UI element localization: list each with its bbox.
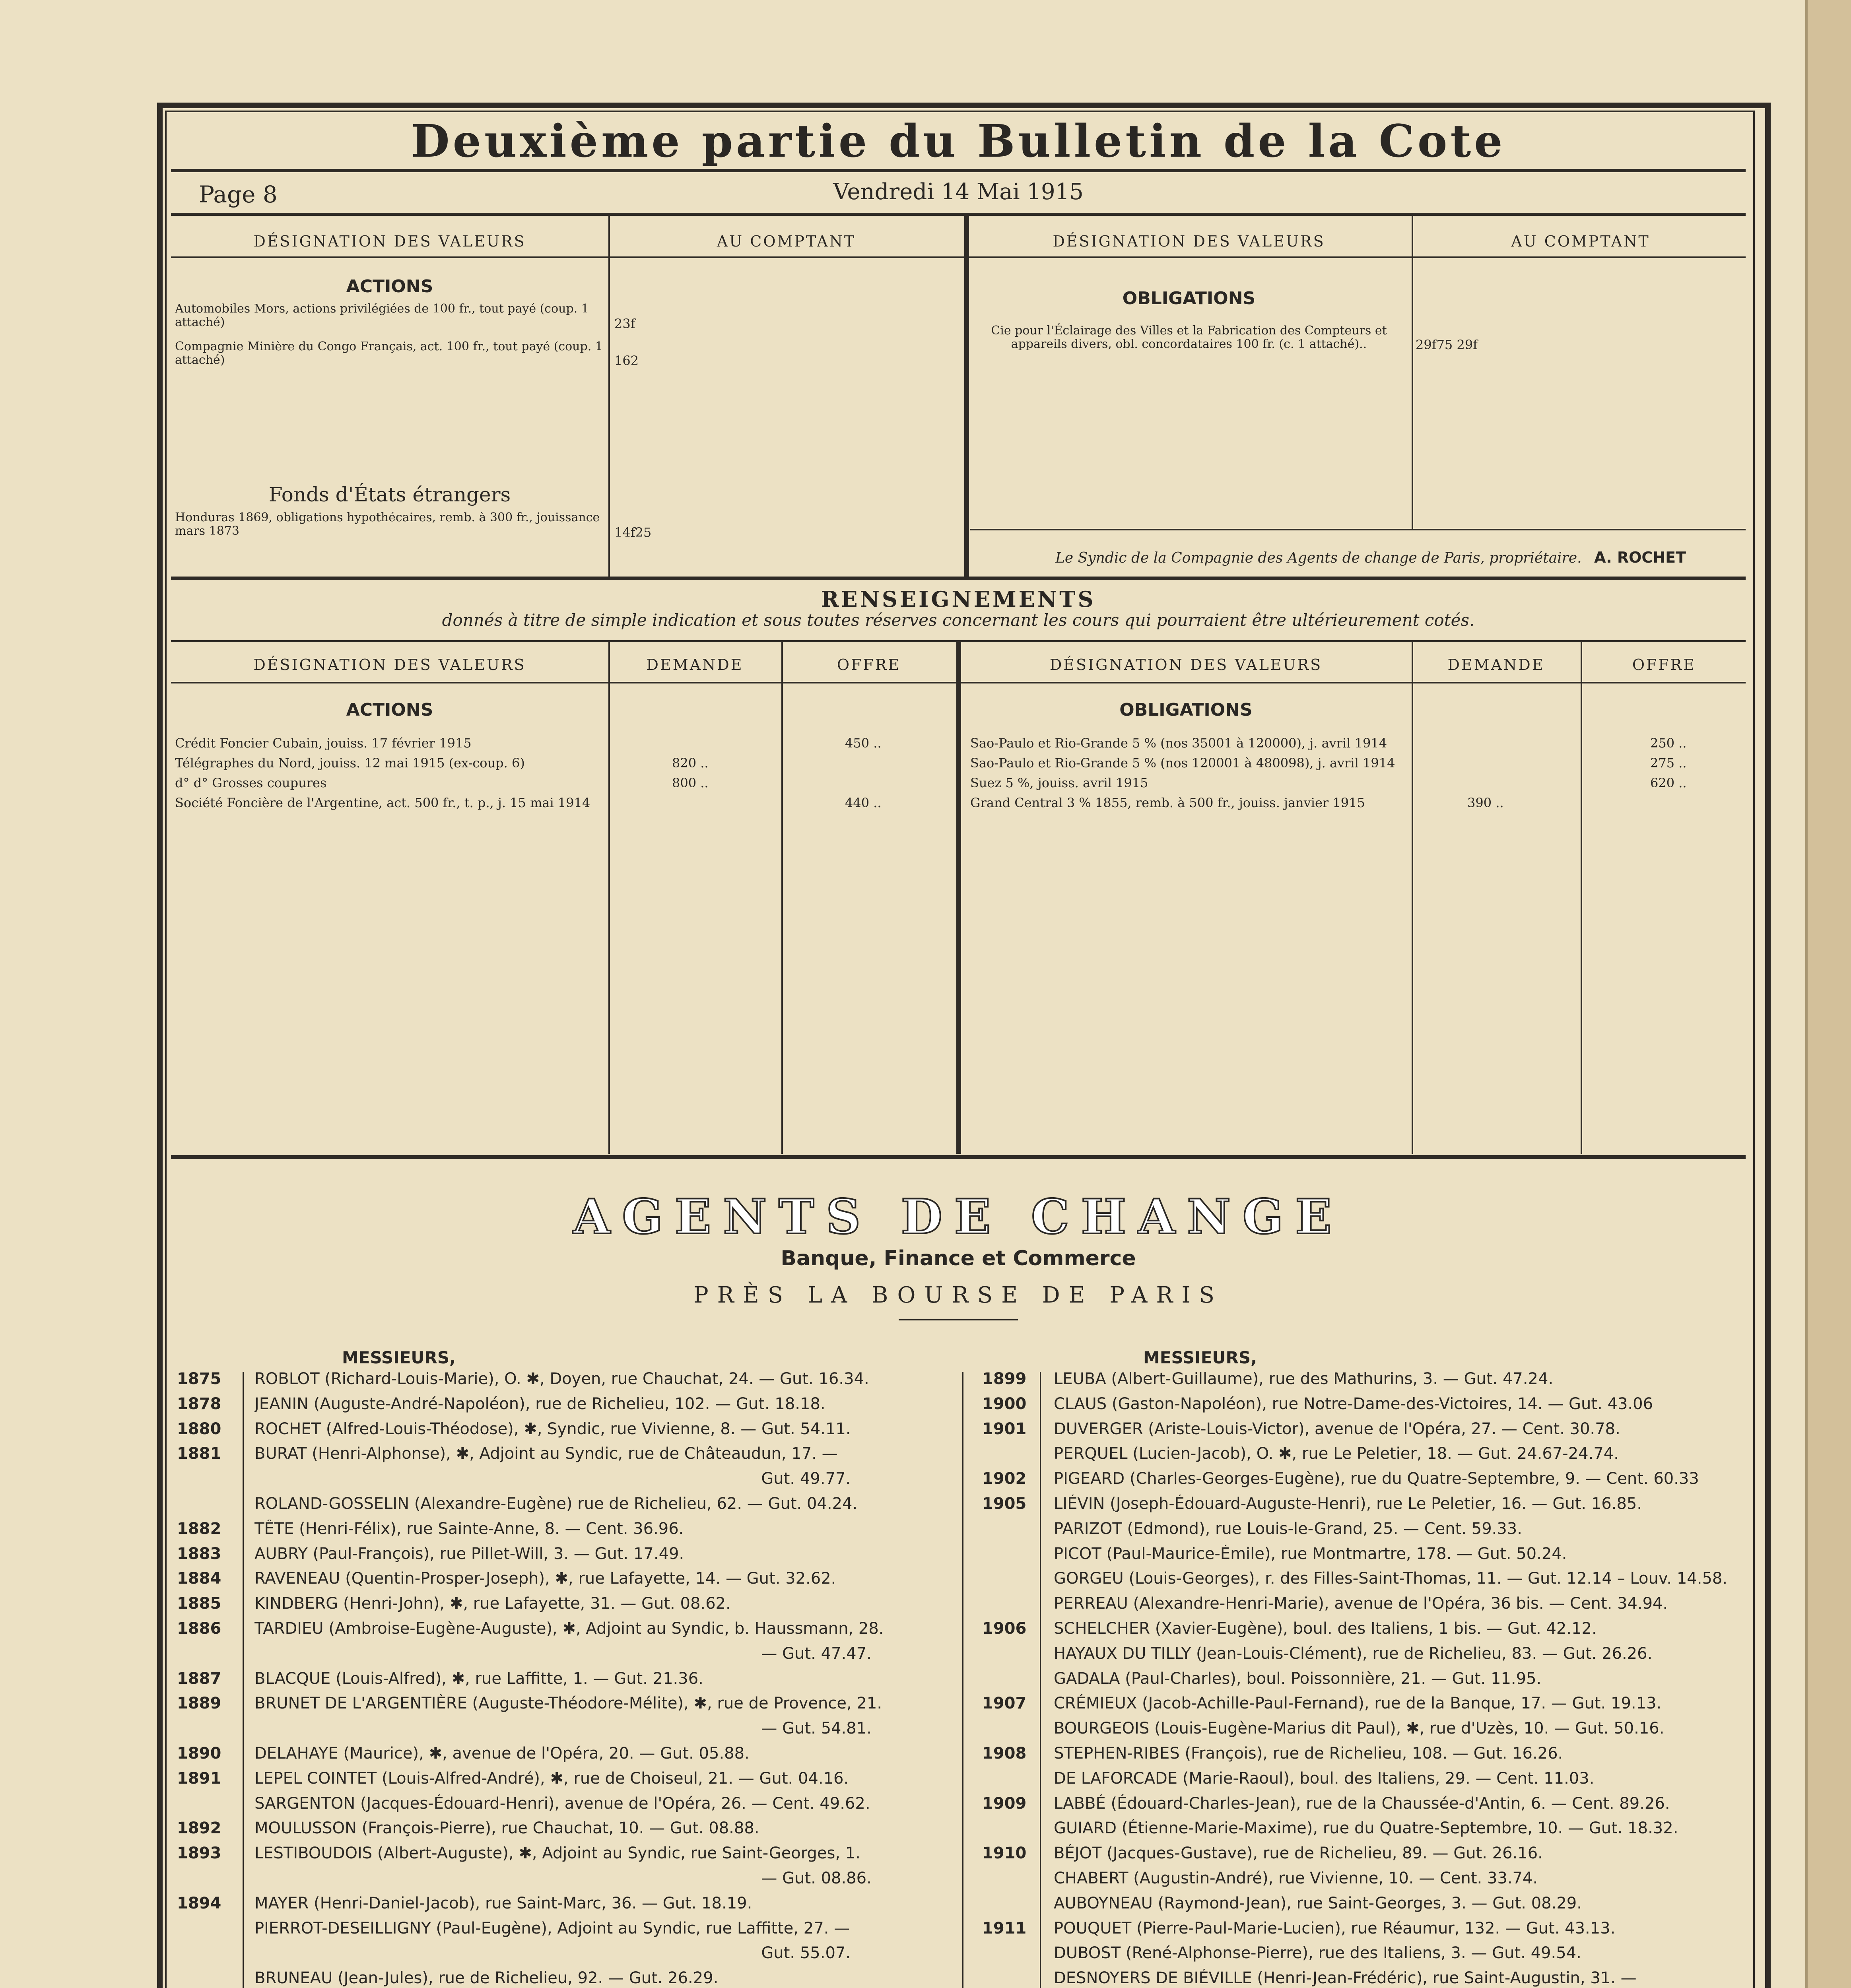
column-rule — [608, 641, 610, 1154]
cote-fonds-name: Honduras 1869, obligations hypothécaires, remb. à 300 fr., jouissance mars 1873 — [175, 511, 600, 538]
agent-year: 1880 — [177, 1419, 221, 1438]
column-rule — [1581, 641, 1582, 1154]
divider — [171, 169, 1746, 172]
syndic-text: Le Syndic de la Compagnie des Agents de change de Paris, propriétaire. — [1055, 550, 1582, 566]
agent-year: 1881 — [177, 1444, 221, 1463]
divider — [970, 529, 1746, 530]
agent-entry: AUBOYNEAU (Raymond-Jean), rue Saint-Georges, 3. — Gut. 08.29. — [1054, 1894, 1582, 1912]
agent-year: 1905 — [982, 1495, 1027, 1513]
divider — [171, 577, 1746, 580]
agent-entry: CLAUS (Gaston-Napoléon), rue Notre-Dame-des-Victoires, 14. — Gut. 43.06 — [1054, 1394, 1653, 1413]
agent-entry: BÉJOT (Jacques-Gustave), rue de Richelieu, 89. — Gut. 26.16. — [1054, 1844, 1543, 1863]
section-fonds: Fonds d'États étrangers — [268, 483, 511, 506]
adjacent-page-edge — [1805, 0, 1851, 1988]
agent-entry: PERREAU (Alexandre-Henri-Marie), avenue de l'Opéra, 36 bis. — Cent. 34.94. — [1054, 1594, 1668, 1613]
agent-entry: LESTIBOUDOIS (Albert-Auguste), ✱, Adjoint au Syndic, rue Saint-Georges, 1. — [254, 1844, 860, 1863]
col-head-offre: OFFRE — [1632, 656, 1696, 674]
rens-obligation-name: Sao-Paulo et Rio-Grande 5 % (nos 35001 à 120000), j. avril 1914 — [970, 736, 1387, 751]
agent-entry: TÊTE (Henri-Félix), rue Sainte-Anne, 8. — Cent. 36.96. — [254, 1519, 684, 1538]
agent-entry: CRÉMIEUX (Jacob-Achille-Paul-Fernand), rue de la Banque, 17. — Gut. 19.13. — [1054, 1694, 1662, 1713]
agent-entry: DUVERGER (Ariste-Louis-Victor), avenue de l'Opéra, 27. — Cent. 30.78. — [1054, 1419, 1620, 1438]
agents-subtitle2: PRÈS LA BOURSE DE PARIS — [693, 1282, 1224, 1308]
agent-entry: POUQUET (Pierre-Paul-Marie-Lucien), rue Réaumur, 132. — Gut. 43.13. — [1054, 1919, 1616, 1938]
rens-action-name: Télégraphes du Nord, jouiss. 12 mai 1915 (ex-coup. 6) — [175, 755, 525, 771]
section-obligations: OBLIGATIONS — [1122, 288, 1256, 309]
divider — [171, 1155, 1746, 1159]
agent-year: 1886 — [177, 1619, 221, 1638]
agent-entry: — Gut. 47.47. — [761, 1644, 872, 1663]
agent-entry: BOURGEOIS (Louis-Eugène-Marius dit Paul), ✱, rue d'Uzès, 10. — Gut. 50.16. — [1054, 1719, 1665, 1738]
col-head-designation: DÉSIGNATION DES VALEURS — [253, 656, 526, 674]
rens-action-offre: 450 .. — [845, 736, 882, 751]
agent-entry: — Gut. 08.86. — [761, 1869, 872, 1887]
rens-action-name: Crédit Foncier Cubain, jouiss. 17 février 1915 — [175, 736, 472, 751]
agents-subtitle: Banque, Finance et Commerce — [781, 1246, 1136, 1270]
messieurs-right: MESSIEURS, — [1143, 1348, 1257, 1367]
bulletin-date: Vendredi 14 Mai 1915 — [833, 179, 1084, 205]
agent-year: 1883 — [177, 1544, 221, 1563]
rens-action-demande: 800 .. — [672, 775, 709, 790]
rens-obligation-demande: 390 .. — [1467, 795, 1504, 810]
agent-entry: ROBLOT (Richard-Louis-Marie), O. ✱, Doyen, rue Chauchat, 24. — Gut. 16.34. — [254, 1370, 869, 1388]
agent-entry: STEPHEN-RIBES (François), rue de Richelieu, 108. — Gut. 16.26. — [1054, 1744, 1563, 1763]
renseignements-title: RENSEIGNEMENTS — [821, 586, 1096, 612]
agent-year: 1902 — [982, 1470, 1027, 1488]
bulletin-title: Deuxième partie du Bulletin de la Cote — [411, 115, 1506, 167]
agent-year: 1889 — [177, 1694, 221, 1713]
agent-year: 1878 — [177, 1394, 221, 1413]
rens-action-demande: 820 .. — [672, 755, 709, 771]
divider — [171, 213, 1746, 216]
agent-entry: TARDIEU (Ambroise-Eugène-Auguste), ✱, Adjoint au Syndic, b. Haussmann, 28. — [254, 1619, 884, 1638]
agent-entry: LABBÉ (Édouard-Charles-Jean), rue de la Chaussée-d'Antin, 6. — Cent. 89.26. — [1054, 1794, 1670, 1813]
col-head-demande: DEMANDE — [646, 656, 744, 674]
messieurs-left: MESSIEURS, — [342, 1348, 456, 1367]
column-rule — [964, 215, 969, 577]
agent-entry: ROLAND-GOSSELIN (Alexandre-Eugène) rue de Richelieu, 62. — Gut. 04.24. — [254, 1495, 858, 1513]
agent-year: 1875 — [177, 1370, 221, 1388]
cote-action-name: Compagnie Minière du Congo Français, act. 100 fr., tout payé (coup. 1 attaché) — [175, 340, 603, 367]
cote-action-name: Automobiles Mors, actions privilégiées de 100 fr., tout payé (coup. 1 attaché) — [175, 302, 589, 329]
col-head-demande: DEMANDE — [1447, 656, 1545, 674]
agent-entry: MOULUSSON (François-Pierre), rue Chauchat, 10. — Gut. 08.88. — [254, 1819, 759, 1838]
col-head-designation: DÉSIGNATION DES VALEURS — [1053, 233, 1325, 250]
agent-year: 1884 — [177, 1569, 221, 1588]
agent-year: 1894 — [177, 1894, 221, 1912]
rens-obligation-name: Suez 5 %, jouiss. avril 1915 — [970, 775, 1148, 790]
agent-entry: MAYER (Henri-Daniel-Jacob), rue Saint-Marc, 36. — Gut. 18.19. — [254, 1894, 752, 1912]
rens-obligation-offre: 250 .. — [1650, 736, 1687, 751]
syndic-line — [970, 549, 1686, 566]
agent-entry: DESNOYERS DE BIÉVILLE (Henri-Jean-Frédéric), rue Saint-Augustin, 31. — — [1054, 1969, 1637, 1988]
rens-obligation-name: Sao-Paulo et Rio-Grande 5 % (nos 120001 à 480098), j. avril 1914 — [970, 755, 1395, 771]
agent-entry: GUIARD (Étienne-Marie-Maxime), rue du Quatre-Septembre, 10. — Gut. 18.32. — [1054, 1819, 1678, 1838]
cote-action-price: 162 — [614, 353, 639, 368]
agent-entry: PERQUEL (Lucien-Jacob), O. ✱, rue Le Peletier, 18. — Gut. 24.67-24.74. — [1054, 1444, 1619, 1463]
agent-entry: LEUBA (Albert-Guillaume), rue des Mathurins, 3. — Gut. 47.24. — [1054, 1370, 1554, 1388]
agent-year: 1909 — [982, 1794, 1027, 1813]
agent-entry: GADALA (Paul-Charles), boul. Poissonnière, 21. — Gut. 11.95. — [1054, 1669, 1542, 1688]
agent-entry: RAVENEAU (Quentin-Prosper-Joseph), ✱, rue Lafayette, 14. — Gut. 32.62. — [254, 1569, 836, 1588]
agent-year: 1887 — [177, 1669, 221, 1688]
agent-year: 1891 — [177, 1769, 221, 1788]
column-rule — [1412, 641, 1413, 1154]
agent-entry: GORGEU (Louis-Georges), r. des Filles-Saint-Thomas, 11. — Gut. 12.14 – Louv. 14.58. — [1054, 1569, 1728, 1588]
column-rule — [956, 641, 961, 1154]
agent-entry: PIERROT-DESEILLIGNY (Paul-Eugène), Adjoint au Syndic, rue Laffitte, 27. — — [254, 1919, 850, 1938]
agent-entry: DE LAFORCADE (Marie-Raoul), boul. des Italiens, 29. — Cent. 11.03. — [1054, 1769, 1595, 1788]
agent-entry: PICOT (Paul-Maurice-Émile), rue Montmartre, 178. — Gut. 50.24. — [1054, 1544, 1567, 1563]
agent-year: 1882 — [177, 1519, 221, 1538]
agent-year: 1900 — [982, 1394, 1027, 1413]
agent-entry: DUBOST (René-Alphonse-Pierre), rue des Italiens, 3. — Gut. 49.54. — [1054, 1944, 1581, 1963]
agent-entry: ROCHET (Alfred-Louis-Théodose), ✱, Syndic, rue Vivienne, 8. — Gut. 54.11. — [254, 1419, 851, 1438]
column-rule — [1412, 215, 1413, 529]
cote-obligation-name: Cie pour l'Éclairage des Villes et la Fabrication des Compteurs et appareils divers, obl. concordataires 100 fr. (c. 1 attaché).. — [991, 324, 1387, 351]
page-number: Page 8 — [199, 181, 278, 208]
rens-action-offre: 440 .. — [845, 795, 882, 810]
section-obligations: OBLIGATIONS — [1119, 700, 1253, 720]
agent-entry: CHABERT (Augustin-André), rue Vivienne, 10. — Cent. 33.74. — [1054, 1869, 1538, 1887]
col-head-comptant: AU COMPTANT — [1511, 233, 1650, 250]
cote-action-price: 23f — [614, 316, 635, 331]
agent-entry: DELAHAYE (Maurice), ✱, avenue de l'Opéra, 20. — Gut. 05.88. — [254, 1744, 750, 1763]
column-rule — [1040, 1372, 1041, 1988]
agent-entry: BURAT (Henri-Alphonse), ✱, Adjoint au Syndic, rue de Châteaudun, 17. — — [254, 1444, 838, 1463]
agent-entry: PIGEARD (Charles-Georges-Eugène), rue du Quatre-Septembre, 9. — Cent. 60.33 — [1054, 1470, 1699, 1488]
agent-year: 1893 — [177, 1844, 221, 1863]
agent-entry: — Gut. 54.81. — [761, 1719, 872, 1738]
agent-year: 1907 — [982, 1694, 1027, 1713]
rens-action-name: Société Foncière de l'Argentine, act. 500 fr., t. p., j. 15 mai 1914 — [175, 795, 590, 810]
ornament-rule — [899, 1319, 1018, 1320]
divider — [171, 256, 1746, 258]
agent-year: 1910 — [982, 1844, 1027, 1863]
rens-obligation-offre: 620 .. — [1650, 775, 1687, 790]
agent-entry: SARGENTON (Jacques-Édouard-Henri), avenue de l'Opéra, 26. — Cent. 49.62. — [254, 1794, 870, 1813]
col-head-designation: DÉSIGNATION DES VALEURS — [1049, 656, 1323, 674]
col-head-offre: OFFRE — [837, 656, 901, 674]
column-rule — [608, 215, 610, 577]
agents-title: AGENTS DE CHANGE — [573, 1189, 1344, 1245]
agent-year: 1890 — [177, 1744, 221, 1763]
section-actions: ACTIONS — [346, 700, 433, 720]
agent-entry: KINDBERG (Henri-John), ✱, rue Lafayette, 31. — Gut. 08.62. — [254, 1594, 731, 1613]
col-head-comptant: AU COMPTANT — [717, 233, 856, 250]
agent-year: 1908 — [982, 1744, 1027, 1763]
agent-entry: SCHELCHER (Xavier-Eugène), boul. des Italiens, 1 bis. — Gut. 42.12. — [1054, 1619, 1597, 1638]
agent-year: 1906 — [982, 1619, 1027, 1638]
agent-entry: BLACQUE (Louis-Alfred), ✱, rue Laffitte, 1. — Gut. 21.36. — [254, 1669, 703, 1688]
agent-year: 1911 — [982, 1919, 1027, 1938]
rens-obligation-name: Grand Central 3 % 1855, remb. à 500 fr., jouiss. janvier 1915 — [970, 795, 1365, 810]
agent-year: 1899 — [982, 1370, 1027, 1388]
cote-obligation-price: 29f75 29f — [1416, 337, 1478, 352]
syndic-name: A. ROCHET — [1594, 549, 1686, 566]
agent-entry: LEPEL COINTET (Louis-Alfred-André), ✱, rue de Choiseul, 21. — Gut. 04.16. — [254, 1769, 849, 1788]
cote-fonds-price: 14f25 — [614, 525, 652, 540]
agent-year: 1901 — [982, 1419, 1027, 1438]
renseignements-subtitle: donnés à titre de simple indication et sous toutes réserves concernant les cours qui pourraient être ultérieurement cotés. — [442, 610, 1475, 630]
agent-entry: LIÉVIN (Joseph-Édouard-Auguste-Henri), rue Le Peletier, 16. — Gut. 16.85. — [1054, 1495, 1642, 1513]
section-actions: ACTIONS — [346, 276, 433, 297]
agent-entry: HAYAUX DU TILLY (Jean-Louis-Clément), rue de Richelieu, 83. — Gut. 26.26. — [1054, 1644, 1653, 1663]
agent-entry: Gut. 49.77. — [761, 1470, 851, 1488]
agent-entry: Gut. 55.07. — [761, 1944, 851, 1963]
agent-entry: AUBRY (Paul-François), rue Pillet-Will, 3. — Gut. 17.49. — [254, 1544, 684, 1563]
divider — [171, 682, 1746, 683]
rens-action-name: d° d° Grosses coupures — [175, 775, 327, 790]
column-rule — [962, 1372, 963, 1988]
agent-entry: BRUNEAU (Jean-Jules), rue de Richelieu, 92. — Gut. 26.29. — [254, 1969, 719, 1988]
agent-entry: PARIZOT (Edmond), rue Louis-le-Grand, 25. — Cent. 59.33. — [1054, 1519, 1522, 1538]
rens-obligation-offre: 275 .. — [1650, 755, 1687, 771]
column-rule — [243, 1372, 244, 1988]
agent-entry: JEANIN (Auguste-André-Napoléon), rue de Richelieu, 102. — Gut. 18.18. — [254, 1394, 825, 1413]
col-head-designation: DÉSIGNATION DES VALEURS — [253, 233, 526, 250]
agent-year: 1885 — [177, 1594, 221, 1613]
agent-entry: BRUNET DE L'ARGENTIÈRE (Auguste-Théodore-Mélite), ✱, rue de Provence, 21. — [254, 1694, 882, 1713]
column-rule — [781, 641, 783, 1154]
agent-year: 1892 — [177, 1819, 221, 1838]
